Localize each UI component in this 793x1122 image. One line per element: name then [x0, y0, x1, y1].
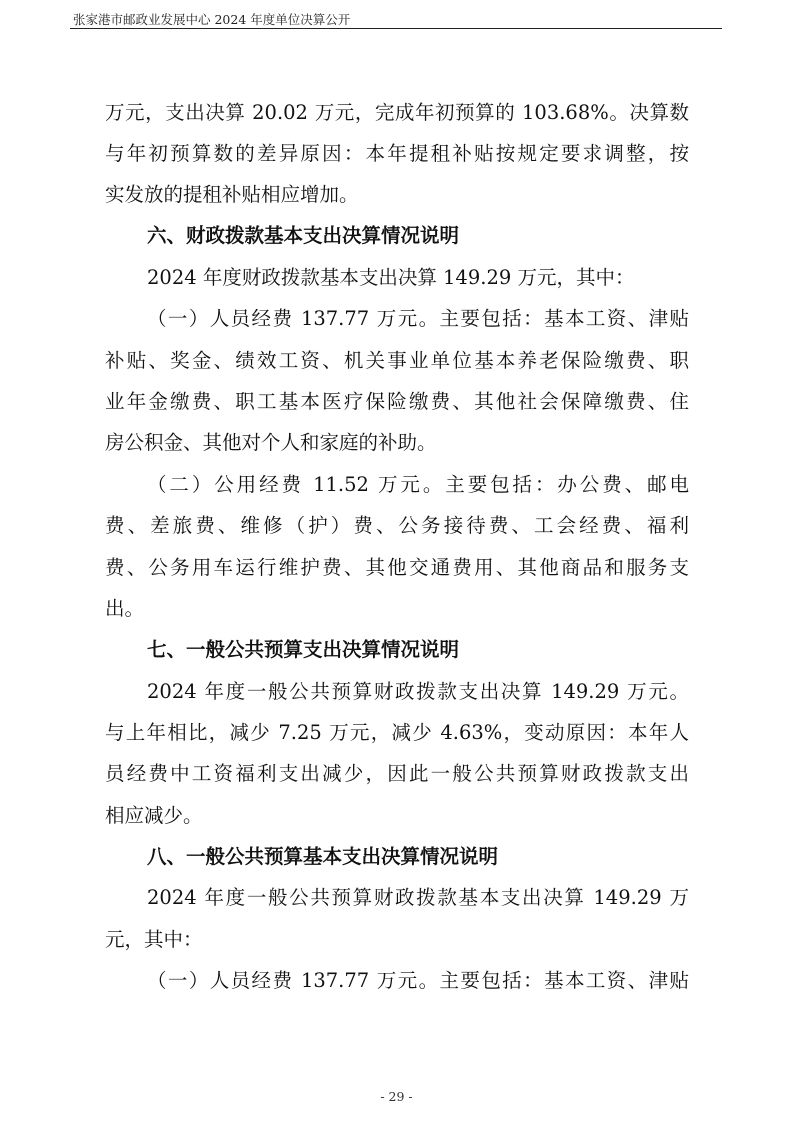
body-line: 2024 年度一般公共预算财政拨款支出决算 149.29 万元。 [147, 680, 689, 703]
body-line: 出。 [105, 597, 145, 620]
body-line: 费、差旅费、维修（护）费、公务接待费、工会经费、福利 [105, 514, 689, 537]
section-heading: 七、一般公共预算支出决算情况说明 [147, 638, 460, 661]
section-heading: 六、财政拨款基本支出决算情况说明 [147, 224, 460, 247]
body-line: 业年金缴费、职工基本医疗保险缴费、其他社会保障缴费、住 [105, 390, 689, 413]
body-line: （一）人员经费 137.77 万元。主要包括：基本工资、津贴 [147, 969, 689, 992]
page-number: - 29 - [380, 1089, 413, 1104]
body-line: 元，其中： [105, 928, 203, 951]
body-line: （一）人员经费 137.77 万元。主要包括：基本工资、津贴 [147, 307, 689, 330]
body-line: 2024 年度财政拨款基本支出决算 149.29 万元，其中： [147, 266, 635, 289]
body-line: 员经费中工资福利支出减少，因此一般公共预算财政拨款支出 [105, 762, 689, 785]
body-line: 与年初预算数的差异原因：本年提租补贴按规定要求调整，按 [105, 142, 689, 165]
body-line: 万元，支出决算 20.02 万元，完成年初预算的 103.68%。决算数 [105, 101, 689, 124]
body-line: 与上年相比，减少 7.25 万元，减少 4.63%，变动原因：本年人 [105, 721, 689, 744]
body-line: 房公积金、其他对个人和家庭的补助。 [105, 431, 437, 454]
body-line: （二）公用经费 11.52 万元。主要包括：办公费、邮电 [147, 473, 689, 496]
body-line: 实发放的提租补贴相应增加。 [105, 183, 359, 206]
body-line: 2024 年度一般公共预算财政拨款基本支出决算 149.29 万 [147, 886, 689, 909]
body-line: 费、公务用车运行维护费、其他交通费用、其他商品和服务支 [105, 556, 689, 579]
page-header: 张家港市邮政业发展中心 2024 年度单位决算公开 [73, 12, 351, 27]
body-line: 相应减少。 [105, 804, 203, 827]
header-rule [70, 28, 722, 29]
section-heading: 八、一般公共预算基本支出决算情况说明 [147, 845, 499, 868]
body-line: 补贴、奖金、绩效工资、机关事业单位基本养老保险缴费、职 [105, 349, 689, 372]
